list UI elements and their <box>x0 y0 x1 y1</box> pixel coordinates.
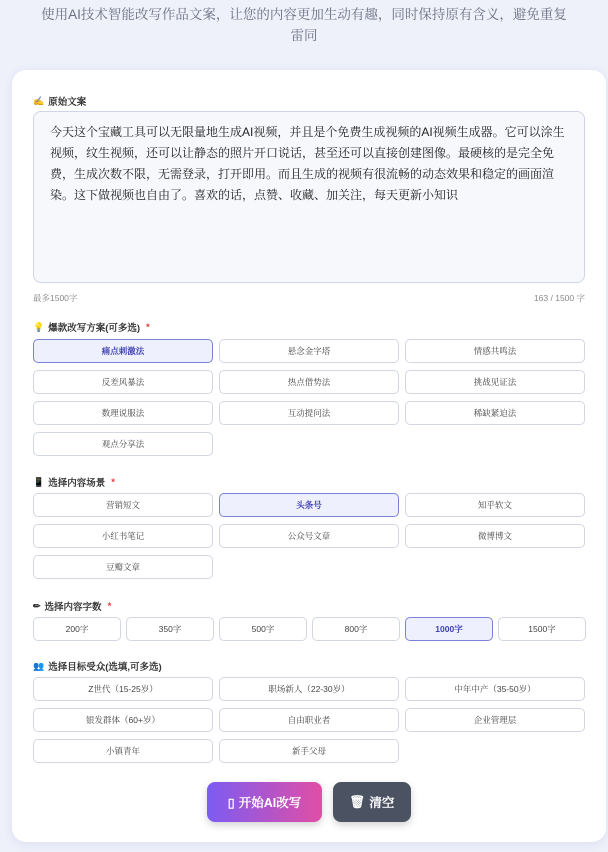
audience-option[interactable]: Z世代（15-25岁） <box>33 677 213 701</box>
original-text-label: ✍ 原始文案 <box>33 95 87 108</box>
wordcount-option[interactable]: 800字 <box>312 617 400 641</box>
audience-label: 👥 选择目标受众(选填,可多选) <box>33 660 162 673</box>
wordcount-option[interactable]: 1500字 <box>498 617 586 641</box>
original-text-input[interactable]: 今天这个宝藏工具可以无限量地生成AI视频，并且是个免费生成视频的AI视频生成器。它可以涂生视频，纹生视频，还可以让静态的照片开口说话，甚至还可以直接创建图像。最硬核的是完全免费，生成次数不限，无需登录，打开即用。而且生成的视频有很流畅的动态效果和稳定的画面渲染。这下做视频也自由了。喜欢的话，点赞、收藏、加关注，每天更新小知识 <box>33 111 585 283</box>
phone-icon: 📱 <box>33 476 45 487</box>
audience-option[interactable]: 职场新人（22-30岁） <box>219 677 399 701</box>
rewrite-form-card <box>12 70 606 842</box>
people-icon: 👥 <box>33 660 45 671</box>
audience-option[interactable]: 银发群体（60+岁） <box>33 708 213 732</box>
scenes-option[interactable]: 豆瓣文章 <box>33 555 213 579</box>
schemes-option[interactable]: 反差风暴法 <box>33 370 213 394</box>
schemes-option[interactable]: 热点借势法 <box>219 370 399 394</box>
scenes-option[interactable]: 小红书笔记 <box>33 524 213 548</box>
audience-option[interactable]: 小镇青年 <box>33 739 213 763</box>
wordcount-option[interactable]: 200字 <box>33 617 121 641</box>
audience-option[interactable]: 自由职业者 <box>219 708 399 732</box>
schemes-option[interactable]: 稀缺紧迫法 <box>405 401 585 425</box>
start-rewrite-button[interactable]: ▯ 开始AI改写 <box>207 782 322 822</box>
schemes-option[interactable]: 观点分享法 <box>33 432 213 456</box>
scenes-option[interactable]: 营销短文 <box>33 493 213 517</box>
audience-option[interactable]: 企业管理层 <box>405 708 585 732</box>
scenes-option[interactable]: 知乎软文 <box>405 493 585 517</box>
schemes-option[interactable]: 痛点刺激法 <box>33 339 213 363</box>
wordcount-option[interactable]: 500字 <box>219 617 307 641</box>
scenes-option[interactable]: 公众号文章 <box>219 524 399 548</box>
schemes-option[interactable]: 情感共鸣法 <box>405 339 585 363</box>
pencil-icon: ✏ <box>33 600 41 611</box>
clear-button[interactable]: 🗑 清空 <box>333 782 411 822</box>
schemes-option[interactable]: 挑战见证法 <box>405 370 585 394</box>
rewrite-icon: ▯ <box>227 795 235 810</box>
wordcount-option[interactable]: 350字 <box>126 617 214 641</box>
wordcount-option[interactable]: 1000字 <box>405 617 493 641</box>
max-length-hint: 最多1500字 <box>33 293 78 303</box>
scenes-option[interactable]: 头条号 <box>219 493 399 517</box>
schemes-label: 💡 爆款改写方案(可多选) * <box>33 321 150 334</box>
lightbulb-icon: 💡 <box>33 321 45 332</box>
schemes-option[interactable]: 数理说服法 <box>33 401 213 425</box>
wordcount-label: ✏ 选择内容字数 * <box>33 600 112 613</box>
schemes-option[interactable]: 互动提问法 <box>219 401 399 425</box>
audience-option[interactable]: 中年中产（35-50岁） <box>405 677 585 701</box>
trash-icon: 🗑 <box>349 794 366 809</box>
scenes-label: 📱 选择内容场景 * <box>33 476 115 489</box>
scenes-option[interactable]: 微博博文 <box>405 524 585 548</box>
memo-icon: ✍ <box>33 95 45 106</box>
char-counter: 163 / 1500 字 <box>533 293 585 303</box>
schemes-option[interactable]: 悬念金字塔 <box>219 339 399 363</box>
page-intro: 使用AI技术智能改写作品文案，让您的内容更加生动有趣，同时保持原有含义，避免重复雷同 <box>41 7 567 43</box>
audience-option[interactable]: 新手父母 <box>219 739 399 763</box>
